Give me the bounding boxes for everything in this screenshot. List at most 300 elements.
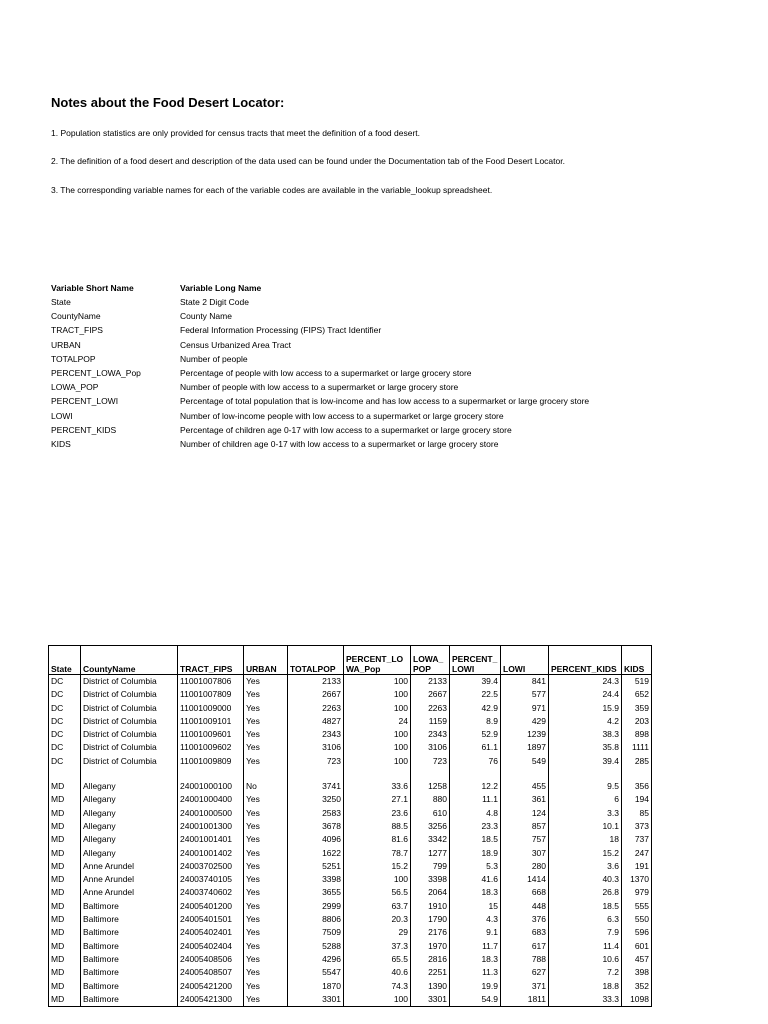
cell-percent-lowa-pop: 74.3 [344,980,411,993]
cell-county-name: Baltimore [81,953,178,966]
cell-percent-kids: 10.6 [549,953,622,966]
cell-percent-kids: 38.3 [549,728,622,741]
cell-tract-fips: 11001009000 [178,702,244,715]
cell-totalpop: 3301 [288,993,344,1007]
cell-county-name: Baltimore [81,980,178,993]
food-desert-data-table [48,645,652,1007]
cell-tract-fips: 24001000100 [178,780,244,793]
cell-percent-lowa-pop: 24 [344,715,411,728]
cell-lowa-pop: 2133 [411,675,450,689]
cell-kids: 737 [622,833,652,846]
cell-county-name: District of Columbia [81,702,178,715]
cell-percent-lowa-pop: 56.5 [344,886,411,899]
cell-county-name: District of Columbia [81,715,178,728]
cell-kids: 555 [622,900,652,913]
col-header-line: PERCENT_ [452,654,498,664]
cell-urban: Yes [244,728,288,741]
cell-urban: Yes [244,926,288,939]
cell-urban: Yes [244,715,288,728]
variable-long-name: Percentage of people with low access to a supermarket or large grocery store [180,368,472,378]
cell-totalpop: 4296 [288,953,344,966]
col-header-line: WA_Pop [346,664,381,674]
cell-lowi: 1897 [501,741,549,754]
variable-long-name: Percentage of total population that is low-income and has low access to a supermarket or large grocery store [180,396,590,407]
cell-percent-lowi: 5.3 [450,860,501,873]
cell-state: MD [49,780,81,793]
cell-lowa-pop: 2263 [411,702,450,715]
cell-lowi: 788 [501,953,549,966]
cell-percent-lowi: 41.6 [450,873,501,886]
cell-lowi: 376 [501,913,549,926]
cell-percent-lowi: 61.1 [450,741,501,754]
cell-totalpop: 4096 [288,833,344,846]
cell-tract-fips: 11001009602 [178,741,244,754]
cell-lowi: 617 [501,940,549,953]
cell-tract-fips: 24001001402 [178,847,244,860]
variable-long-name: Number of people with low access to a supermarket or large grocery store [180,382,459,393]
cell-state: DC [49,755,81,768]
cell-percent-lowa-pop: 15.2 [344,860,411,873]
table-spacer-row [49,768,652,780]
cell-urban: Yes [244,675,288,689]
table-row [49,993,652,1007]
cell-tract-fips: 24001001401 [178,833,244,846]
cell-percent-lowa-pop: 20.3 [344,913,411,926]
table-row [49,940,652,953]
empty-cell [411,768,450,780]
cell-urban: Yes [244,702,288,715]
cell-percent-lowi: 76 [450,755,501,768]
variable-long-name: Census Urbanized Area Tract [180,339,292,350]
cell-percent-lowi: 23.3 [450,820,501,833]
cell-percent-lowi: 9.1 [450,926,501,939]
cell-lowa-pop: 3106 [411,741,450,754]
cell-percent-lowa-pop: 27.1 [344,793,411,806]
cell-percent-lowi: 18.9 [450,847,501,860]
cell-state: MD [49,980,81,993]
cell-urban: Yes [244,913,288,926]
variable-long-name: County Name [180,311,232,322]
empty-cell [49,768,81,780]
cell-percent-lowi: 39.4 [450,675,501,689]
cell-totalpop: 5288 [288,940,344,953]
col-header-line: LOWI [452,664,475,674]
cell-lowa-pop: 2816 [411,953,450,966]
cell-totalpop: 3741 [288,780,344,793]
cell-urban: Yes [244,820,288,833]
cell-state: MD [49,940,81,953]
cell-lowa-pop: 3398 [411,873,450,886]
cell-county-name: Allegany [81,833,178,846]
cell-kids: 457 [622,953,652,966]
cell-lowa-pop: 2667 [411,688,450,701]
cell-totalpop: 2343 [288,728,344,741]
cell-percent-lowa-pop: 88.5 [344,820,411,833]
cell-state: DC [49,675,81,689]
variable-short-name: CountyName [51,311,101,322]
cell-state: DC [49,715,81,728]
cell-state: DC [49,741,81,754]
cell-kids: 194 [622,793,652,806]
cell-urban: Yes [244,940,288,953]
cell-kids: 1098 [622,993,652,1007]
cell-totalpop: 723 [288,755,344,768]
cell-percent-lowa-pop: 40.6 [344,966,411,979]
cell-percent-kids: 15.2 [549,847,622,860]
cell-kids: 191 [622,860,652,873]
table-header-row [49,646,652,675]
table-row [49,953,652,966]
cell-percent-lowi: 18.3 [450,953,501,966]
cell-urban: Yes [244,900,288,913]
cell-urban: Yes [244,807,288,820]
cell-percent-kids: 18 [549,833,622,846]
cell-kids: 1370 [622,873,652,886]
table-row [49,702,652,715]
cell-county-name: Anne Arundel [81,886,178,899]
cell-county-name: Baltimore [81,900,178,913]
cell-lowa-pop: 3301 [411,993,450,1007]
cell-tract-fips: 24003740602 [178,886,244,899]
cell-urban: Yes [244,793,288,806]
cell-lowi: 124 [501,807,549,820]
cell-state: DC [49,702,81,715]
table-row [49,728,652,741]
cell-county-name: Allegany [81,793,178,806]
cell-percent-kids: 26.8 [549,886,622,899]
cell-kids: 203 [622,715,652,728]
table-row [49,741,652,754]
cell-state: MD [49,807,81,820]
table-row [49,688,652,701]
cell-lowa-pop: 1159 [411,715,450,728]
cell-state: MD [49,793,81,806]
cell-totalpop: 4827 [288,715,344,728]
cell-percent-kids: 9.5 [549,780,622,793]
cell-tract-fips: 24005401501 [178,913,244,926]
col-header-percent-kids: PERCENT_KIDS [549,646,622,675]
cell-lowa-pop: 2064 [411,886,450,899]
cell-tract-fips: 24001001300 [178,820,244,833]
cell-lowi: 971 [501,702,549,715]
table-row [49,926,652,939]
cell-totalpop: 5547 [288,966,344,979]
cell-urban: Yes [244,755,288,768]
variable-long-name: Federal Information Processing (FIPS) Tract Identifier [180,325,382,336]
cell-lowi: 371 [501,980,549,993]
cell-state: MD [49,900,81,913]
note-2: 2. The definition of a food desert and description of the data used can be found under the Documentation tab of the Food Desert Locator. [51,156,565,166]
cell-state: MD [49,847,81,860]
col-header-totalpop: TOTALPOP [288,646,344,675]
cell-percent-lowi: 18.3 [450,886,501,899]
empty-cell [244,768,288,780]
empty-cell [622,768,652,780]
cell-lowi: 841 [501,675,549,689]
cell-kids: 1111 [622,741,652,754]
variable-long-name-header: Variable Long Name [180,283,262,293]
table-row [49,820,652,833]
cell-state: MD [49,966,81,979]
cell-county-name: Allegany [81,807,178,820]
cell-percent-lowa-pop: 100 [344,741,411,754]
cell-percent-lowi: 12.2 [450,780,501,793]
empty-cell [288,768,344,780]
cell-totalpop: 2667 [288,688,344,701]
cell-county-name: District of Columbia [81,728,178,741]
cell-kids: 85 [622,807,652,820]
cell-state: DC [49,688,81,701]
cell-urban: Yes [244,993,288,1007]
cell-lowa-pop: 799 [411,860,450,873]
col-header-kids: KIDS [622,646,652,675]
col-header-lowi: LOWI [501,646,549,675]
cell-percent-lowa-pop: 33.6 [344,780,411,793]
cell-percent-lowa-pop: 100 [344,993,411,1007]
table-row [49,900,652,913]
cell-percent-kids: 3.6 [549,860,622,873]
cell-percent-kids: 7.9 [549,926,622,939]
cell-tract-fips: 11001007809 [178,688,244,701]
cell-percent-kids: 24.4 [549,688,622,701]
cell-state: DC [49,728,81,741]
cell-kids: 979 [622,886,652,899]
cell-state: MD [49,886,81,899]
cell-lowi: 1239 [501,728,549,741]
table-row [49,966,652,979]
cell-lowi: 1414 [501,873,549,886]
page-title: Notes about the Food Desert Locator: [51,95,285,110]
cell-kids: 898 [622,728,652,741]
cell-totalpop: 2133 [288,675,344,689]
cell-county-name: Baltimore [81,993,178,1007]
cell-lowi: 361 [501,793,549,806]
cell-percent-lowa-pop: 100 [344,873,411,886]
cell-totalpop: 1622 [288,847,344,860]
variable-short-name: LOWI [51,410,73,421]
cell-urban: Yes [244,741,288,754]
cell-lowa-pop: 880 [411,793,450,806]
cell-percent-kids: 15.9 [549,702,622,715]
cell-lowi: 280 [501,860,549,873]
cell-kids: 601 [622,940,652,953]
cell-county-name: Allegany [81,847,178,860]
table-row [49,807,652,820]
cell-lowi: 1811 [501,993,549,1007]
cell-percent-lowa-pop: 78.7 [344,847,411,860]
cell-percent-kids: 10.1 [549,820,622,833]
cell-county-name: District of Columbia [81,688,178,701]
cell-totalpop: 8806 [288,913,344,926]
col-header-percent-lowi [450,646,501,675]
cell-lowi: 455 [501,780,549,793]
cell-lowi: 307 [501,847,549,860]
cell-tract-fips: 24005421300 [178,993,244,1007]
cell-percent-lowi: 15 [450,900,501,913]
cell-totalpop: 2999 [288,900,344,913]
cell-urban: Yes [244,886,288,899]
cell-lowi: 668 [501,886,549,899]
cell-percent-lowi: 11.7 [450,940,501,953]
variable-long-name: Number of children age 0-17 with low access to a supermarket or large grocery store [180,439,499,449]
cell-urban: Yes [244,953,288,966]
cell-state: MD [49,860,81,873]
cell-county-name: District of Columbia [81,675,178,689]
cell-percent-lowi: 18.5 [450,833,501,846]
cell-lowi: 448 [501,900,549,913]
cell-percent-lowi: 22.5 [450,688,501,701]
cell-percent-lowa-pop: 100 [344,675,411,689]
empty-cell [178,768,244,780]
cell-lowa-pop: 610 [411,807,450,820]
table-row [49,913,652,926]
cell-percent-kids: 18.8 [549,980,622,993]
cell-urban: Yes [244,980,288,993]
cell-tract-fips: 24003702500 [178,860,244,873]
cell-lowa-pop: 1910 [411,900,450,913]
cell-kids: 550 [622,913,652,926]
col-header-line: POP [413,664,431,674]
cell-lowa-pop: 1258 [411,780,450,793]
cell-lowi: 549 [501,755,549,768]
cell-urban: Yes [244,860,288,873]
cell-percent-kids: 3.3 [549,807,622,820]
cell-county-name: Anne Arundel [81,873,178,886]
cell-urban: Yes [244,847,288,860]
cell-county-name: Allegany [81,820,178,833]
cell-county-name: Baltimore [81,966,178,979]
cell-urban: Yes [244,688,288,701]
note-1: 1. Population statistics are only provided for census tracts that meet the definition of a food desert. [51,128,421,138]
table-row [49,873,652,886]
variable-long-name: Percentage of children age 0-17 with low access to a supermarket or large grocery store [180,424,512,435]
cell-totalpop: 2263 [288,702,344,715]
empty-cell [501,768,549,780]
cell-percent-kids: 6 [549,793,622,806]
cell-percent-lowa-pop: 23.6 [344,807,411,820]
cell-lowa-pop: 2343 [411,728,450,741]
cell-totalpop: 3678 [288,820,344,833]
variable-long-name: Number of low-income people with low access to a supermarket or large grocery store [180,410,504,421]
cell-kids: 373 [622,820,652,833]
col-header-line: LOWA_ [413,654,444,664]
variable-short-name-header: Variable Short Name [51,283,134,293]
cell-totalpop: 7509 [288,926,344,939]
cell-tract-fips: 11001007806 [178,675,244,689]
table-row [49,755,652,768]
cell-kids: 596 [622,926,652,939]
table-row [49,980,652,993]
cell-percent-kids: 40.3 [549,873,622,886]
cell-percent-lowa-pop: 63.7 [344,900,411,913]
variable-long-name: State 2 Digit Code [180,297,249,307]
cell-county-name: District of Columbia [81,741,178,754]
cell-urban: Yes [244,873,288,886]
variable-short-name: State [51,297,71,307]
cell-tract-fips: 24001000400 [178,793,244,806]
cell-percent-kids: 11.4 [549,940,622,953]
cell-lowa-pop: 1970 [411,940,450,953]
cell-tract-fips: 24005408506 [178,953,244,966]
cell-percent-lowa-pop: 81.6 [344,833,411,846]
cell-county-name: Baltimore [81,940,178,953]
cell-lowi: 429 [501,715,549,728]
cell-kids: 285 [622,755,652,768]
cell-kids: 519 [622,675,652,689]
cell-lowi: 757 [501,833,549,846]
variable-short-name: TOTALPOP [51,353,96,364]
variable-short-name: TRACT_FIPS [51,325,103,336]
col-header-tract-fips: TRACT_FIPS [178,646,244,675]
cell-county-name: Baltimore [81,926,178,939]
cell-tract-fips: 24005408507 [178,966,244,979]
cell-percent-kids: 39.4 [549,755,622,768]
cell-totalpop: 3250 [288,793,344,806]
cell-percent-kids: 33.3 [549,993,622,1007]
cell-urban: Yes [244,966,288,979]
cell-totalpop: 3655 [288,886,344,899]
cell-state: MD [49,833,81,846]
empty-cell [344,768,411,780]
cell-lowi: 857 [501,820,549,833]
cell-county-name: Anne Arundel [81,860,178,873]
cell-percent-lowa-pop: 100 [344,702,411,715]
cell-percent-lowa-pop: 37.3 [344,940,411,953]
cell-lowa-pop: 1790 [411,913,450,926]
cell-lowi: 577 [501,688,549,701]
cell-tract-fips: 11001009601 [178,728,244,741]
table-row [49,886,652,899]
table-row [49,715,652,728]
variable-short-name: LOWA_POP [51,382,99,393]
cell-percent-lowi: 4.8 [450,807,501,820]
cell-tract-fips: 24005421200 [178,980,244,993]
table-row [49,833,652,846]
cell-percent-lowi: 8.9 [450,715,501,728]
cell-state: MD [49,953,81,966]
cell-totalpop: 3398 [288,873,344,886]
col-header-percent-lowa-pop [344,646,411,675]
cell-state: MD [49,993,81,1007]
cell-kids: 352 [622,980,652,993]
empty-cell [81,768,178,780]
cell-lowi: 627 [501,966,549,979]
cell-tract-fips: 24005402404 [178,940,244,953]
cell-lowi: 683 [501,926,549,939]
variable-short-name: PERCENT_LOWI [51,396,119,407]
cell-percent-lowi: 19.9 [450,980,501,993]
cell-totalpop: 3106 [288,741,344,754]
cell-state: MD [49,820,81,833]
cell-tract-fips: 24005402401 [178,926,244,939]
cell-tract-fips: 24005401200 [178,900,244,913]
cell-percent-kids: 6.3 [549,913,622,926]
cell-urban: No [244,780,288,793]
cell-percent-lowa-pop: 100 [344,755,411,768]
cell-lowa-pop: 2176 [411,926,450,939]
cell-lowa-pop: 1277 [411,847,450,860]
cell-percent-kids: 7.2 [549,966,622,979]
cell-tract-fips: 11001009809 [178,755,244,768]
cell-percent-lowi: 11.3 [450,966,501,979]
cell-kids: 359 [622,702,652,715]
cell-kids: 247 [622,847,652,860]
cell-tract-fips: 24003740105 [178,873,244,886]
cell-tract-fips: 11001009101 [178,715,244,728]
empty-cell [450,768,501,780]
cell-totalpop: 5251 [288,860,344,873]
variable-short-name: PERCENT_LOWA_Pop [51,368,141,378]
